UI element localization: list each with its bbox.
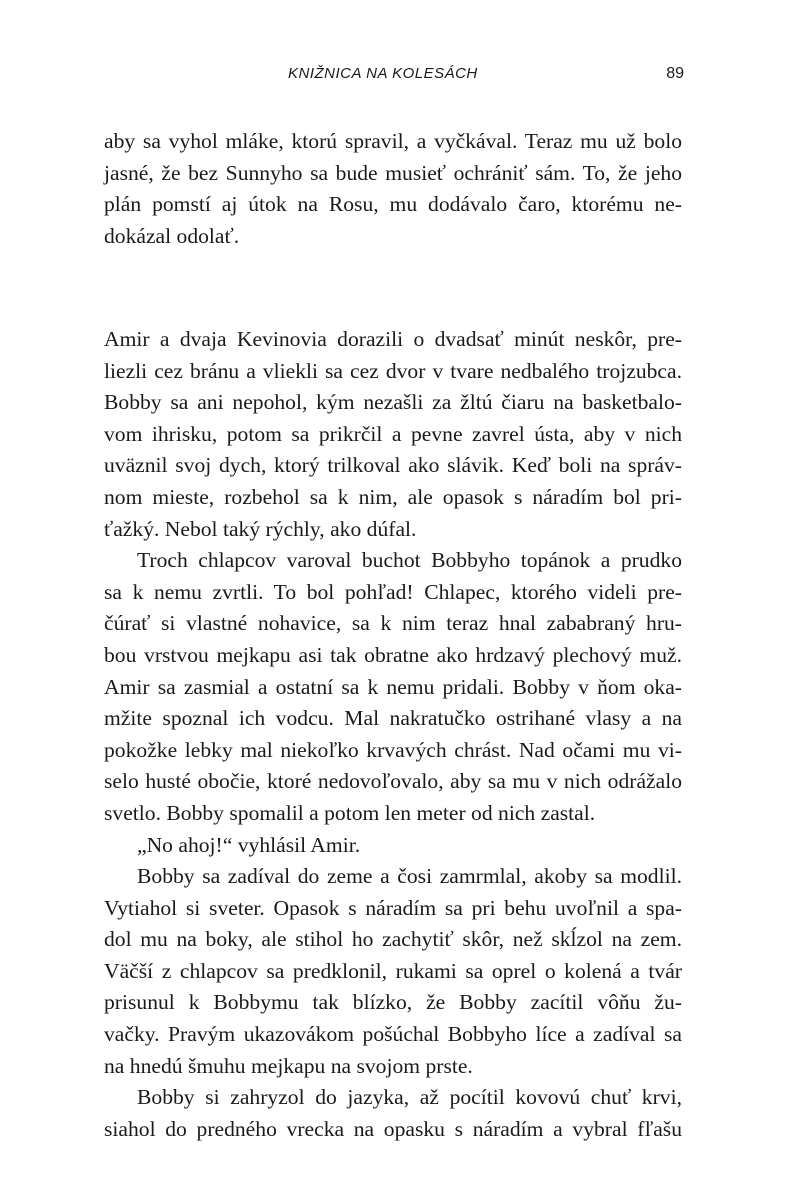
text-line: sa k nemu zvrtli. To bol pohľad! Chlapec, ktorého videli pre- [104,579,682,604]
text-line: dol mu na boky, ale stihol ho zachytiť skôr, než skĺzol na zem. [104,927,682,952]
text-line: bou vrstvou mejkapu asi tak obratne ako hrdzavý plechový muž. [104,642,682,667]
running-header [104,62,684,86]
text-line: ťažký. Nebol taký rýchly, ako dúfal. [104,516,417,541]
text-line: prisunul k Bobbymu tak blízko, že Bobby zacítil vôňu žu- [104,990,682,1015]
text-line: Bobby sa zadíval do zeme a čosi zamrmlal, akoby sa modlil. [137,864,682,889]
text-line: Bobby si zahryzol do jazyka, až pocítil kovovú chuť krvi, [137,1085,682,1110]
text-line: Väčší z chlapcov sa predklonil, rukami sa oprel o kolená a tvár [104,958,682,983]
text-line: uväznil svoj dych, ktorý trilkoval ako slávik. Keď boli na správ- [104,453,682,478]
paragraph [104,545,682,829]
text-line: dokázal odolať. [104,223,240,248]
text-line: plán pomstí aj útok na Rosu, mu dodávalo čaro, ktorému ne- [104,192,682,217]
paragraph [104,1082,682,1145]
text-line: mžite spoznal ich vodcu. Mal nakratučko ostrihané vlasy a na [104,706,682,731]
text-line: Amir a dvaja Kevinovia dorazili o dvadsať minút neskôr, pre- [104,327,682,351]
text-line: svetlo. Bobby spomalil a potom len meter od nich zastal. [104,800,596,825]
text-line: na hnedú šmuhu mejkapu na svojom prste. [104,1053,473,1078]
text-line: nom mieste, rozbehol sa k nim, ale opasok s náradím bol pri- [104,484,682,509]
text-line: siahol do predného vrecka na opasku s náradím a vybral fľašu [104,1116,682,1141]
text-line: Amir sa zasmial a ostatní sa k nemu pridali. Bobby v ňom oka- [104,674,682,699]
text-line: vom ihrisku, potom sa prikrčil a pevne zavrel ústa, aby v nich [104,421,682,446]
page-number: 89 [666,65,684,82]
text-line: čúrať si vlastné nohavice, sa k nim teraz hnal zababraný hru- [104,611,682,636]
text-block-main [104,324,682,1145]
text-line: vačky. Pravým ukazovákom pošúchal Bobbyho líce a zadíval sa [104,1022,682,1047]
text-line: Bobby sa ani nepohol, kým nezašli za žltú čiaru na basketbalo- [104,390,682,415]
text-line: Vytiahol si sveter. Opasok s náradím sa pri behu uvoľnil a spa- [104,895,682,920]
text-line: „No ahoj!“ vyhlásil Amir. [137,832,361,857]
text-line: Troch chlapcov varoval buchot Bobbyho topánok a prudko [137,548,682,573]
paragraph [104,830,682,862]
text-line: liezli cez bránu a vliekli sa cez dvor v tvare nedbalého trojzubca. [104,358,682,383]
text-block-continuation [104,126,682,252]
paragraph [104,324,682,545]
text-line: jasné, že bez Sunnyho sa bude musieť ochrániť sám. To, že jeho [104,160,682,185]
text-line: selo husté obočie, ktoré nedovoľovalo, aby sa mu v nich odrážalo [104,769,682,794]
paragraph [104,126,682,252]
paragraph [104,861,682,1082]
text-line: aby sa vyhol mláke, ktorú spravil, a vyčkával. Teraz mu už bolo [104,129,682,153]
running-title: KNIŽNICA NA KOLESÁCH [288,65,478,82]
text-line: pokožke lebky mal niekoľko krvavých chrást. Nad očami mu vi- [104,737,682,762]
